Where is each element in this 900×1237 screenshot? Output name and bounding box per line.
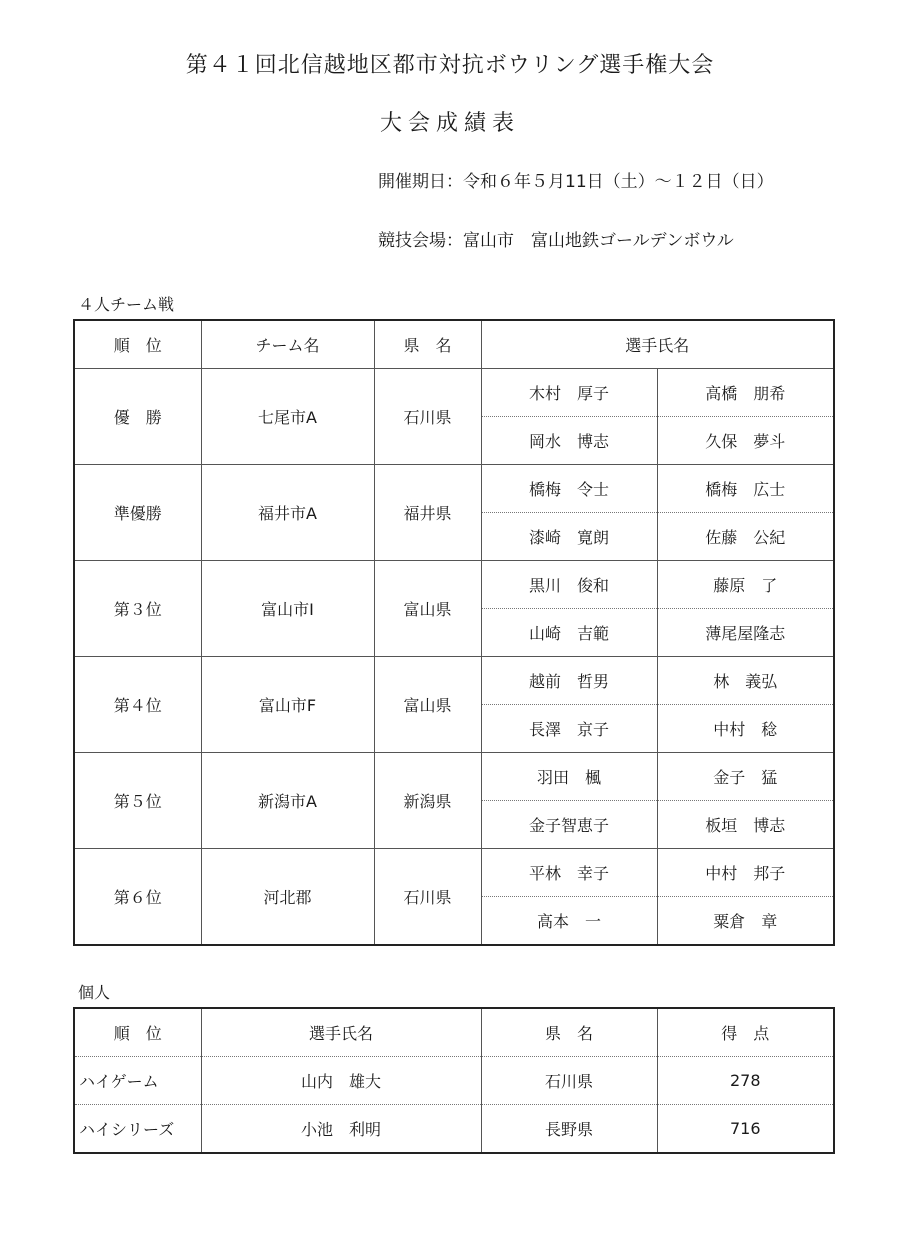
- rank-cell: 第６位: [74, 849, 201, 946]
- table-row: [74, 849, 834, 897]
- player-name-cell: 山崎 吉範: [481, 609, 657, 657]
- player-name-cell: 薄尾屋隆志: [657, 609, 834, 657]
- header-rank: 順 位: [74, 320, 201, 369]
- player-name-cell: 越前 哲男: [481, 657, 657, 705]
- event-date: 開催期日：令和６年５月11日（土）～１２日（日）: [378, 172, 774, 192]
- header-rank: 順 位: [74, 1008, 201, 1057]
- individual-results-table: [73, 1007, 835, 1154]
- team-name-cell: 七尾市A: [201, 369, 374, 465]
- table-row: [74, 369, 834, 417]
- player-name-cell: 岡水 博志: [481, 417, 657, 465]
- table-header-row: [74, 1008, 834, 1057]
- player-name-cell: 木村 厚子: [481, 369, 657, 417]
- prefecture-cell: 富山県: [374, 657, 481, 753]
- player-name-cell: 金子 猛: [657, 753, 834, 801]
- prefecture-cell: 石川県: [481, 1057, 657, 1105]
- player-name-cell: 橋梅 令士: [481, 465, 657, 513]
- header-team: チーム名: [201, 320, 374, 369]
- prefecture-cell: 新潟県: [374, 753, 481, 849]
- rank-cell: ハイシリーズ: [74, 1105, 201, 1154]
- rank-cell: 第３位: [74, 561, 201, 657]
- team-section-label: ４人チーム戦: [78, 295, 175, 314]
- score-cell: 278: [657, 1057, 834, 1105]
- player-name-cell: 小池 利明: [201, 1105, 481, 1154]
- player-name-cell: 藤原 了: [657, 561, 834, 609]
- player-name-cell: 粟倉 章: [657, 897, 834, 946]
- table-row: [74, 753, 834, 801]
- player-name-cell: 金子智恵子: [481, 801, 657, 849]
- team-name-cell: 河北郡: [201, 849, 374, 946]
- table-row: [74, 657, 834, 705]
- team-name-cell: 富山市F: [201, 657, 374, 753]
- header-players: 選手氏名: [481, 320, 834, 369]
- player-name-cell: 高橋 朋希: [657, 369, 834, 417]
- team-name-cell: 福井市A: [201, 465, 374, 561]
- player-name-cell: 中村 邦子: [657, 849, 834, 897]
- player-name-cell: 佐藤 公紀: [657, 513, 834, 561]
- table-row: [74, 1105, 834, 1154]
- page-subtitle: 大会成績表: [379, 111, 520, 136]
- player-name-cell: 橋梅 広士: [657, 465, 834, 513]
- rank-cell: 第４位: [74, 657, 201, 753]
- individual-section-label: 個人: [78, 983, 111, 1002]
- player-name-cell: 久保 夢斗: [657, 417, 834, 465]
- header-pref: 県 名: [481, 1008, 657, 1057]
- header-score: 得 点: [657, 1008, 834, 1057]
- table-row: [74, 1057, 834, 1105]
- player-name-cell: 中村 稔: [657, 705, 834, 753]
- team-name-cell: 富山市I: [201, 561, 374, 657]
- player-name-cell: 板垣 博志: [657, 801, 834, 849]
- rank-cell: 第５位: [74, 753, 201, 849]
- rank-cell: 優 勝: [74, 369, 201, 465]
- table-header-row: [74, 320, 834, 369]
- player-name-cell: 長澤 京子: [481, 705, 657, 753]
- table-row: [74, 561, 834, 609]
- player-name-cell: 羽田 楓: [481, 753, 657, 801]
- team-results-table: [73, 319, 835, 946]
- team-name-cell: 新潟市A: [201, 753, 374, 849]
- score-cell: 716: [657, 1105, 834, 1154]
- event-venue: 競技会場：富山市 富山地鉄ゴールデンボウル: [378, 231, 734, 251]
- table-row: [74, 465, 834, 513]
- header-pref: 県 名: [374, 320, 481, 369]
- player-name-cell: 黒川 俊和: [481, 561, 657, 609]
- prefecture-cell: 石川県: [374, 849, 481, 946]
- player-name-cell: 高本 一: [481, 897, 657, 946]
- header-player-name: 選手氏名: [201, 1008, 481, 1057]
- prefecture-cell: 長野県: [481, 1105, 657, 1154]
- rank-cell: ハイゲーム: [74, 1057, 201, 1105]
- player-name-cell: 漆崎 寛朗: [481, 513, 657, 561]
- player-name-cell: 山内 雄大: [201, 1057, 481, 1105]
- prefecture-cell: 福井県: [374, 465, 481, 561]
- page-title: 第４１回北信越地区都市対抗ボウリング選手権大会: [185, 53, 715, 78]
- player-name-cell: 林 義弘: [657, 657, 834, 705]
- player-name-cell: 平林 幸子: [481, 849, 657, 897]
- prefecture-cell: 富山県: [374, 561, 481, 657]
- prefecture-cell: 石川県: [374, 369, 481, 465]
- rank-cell: 準優勝: [74, 465, 201, 561]
